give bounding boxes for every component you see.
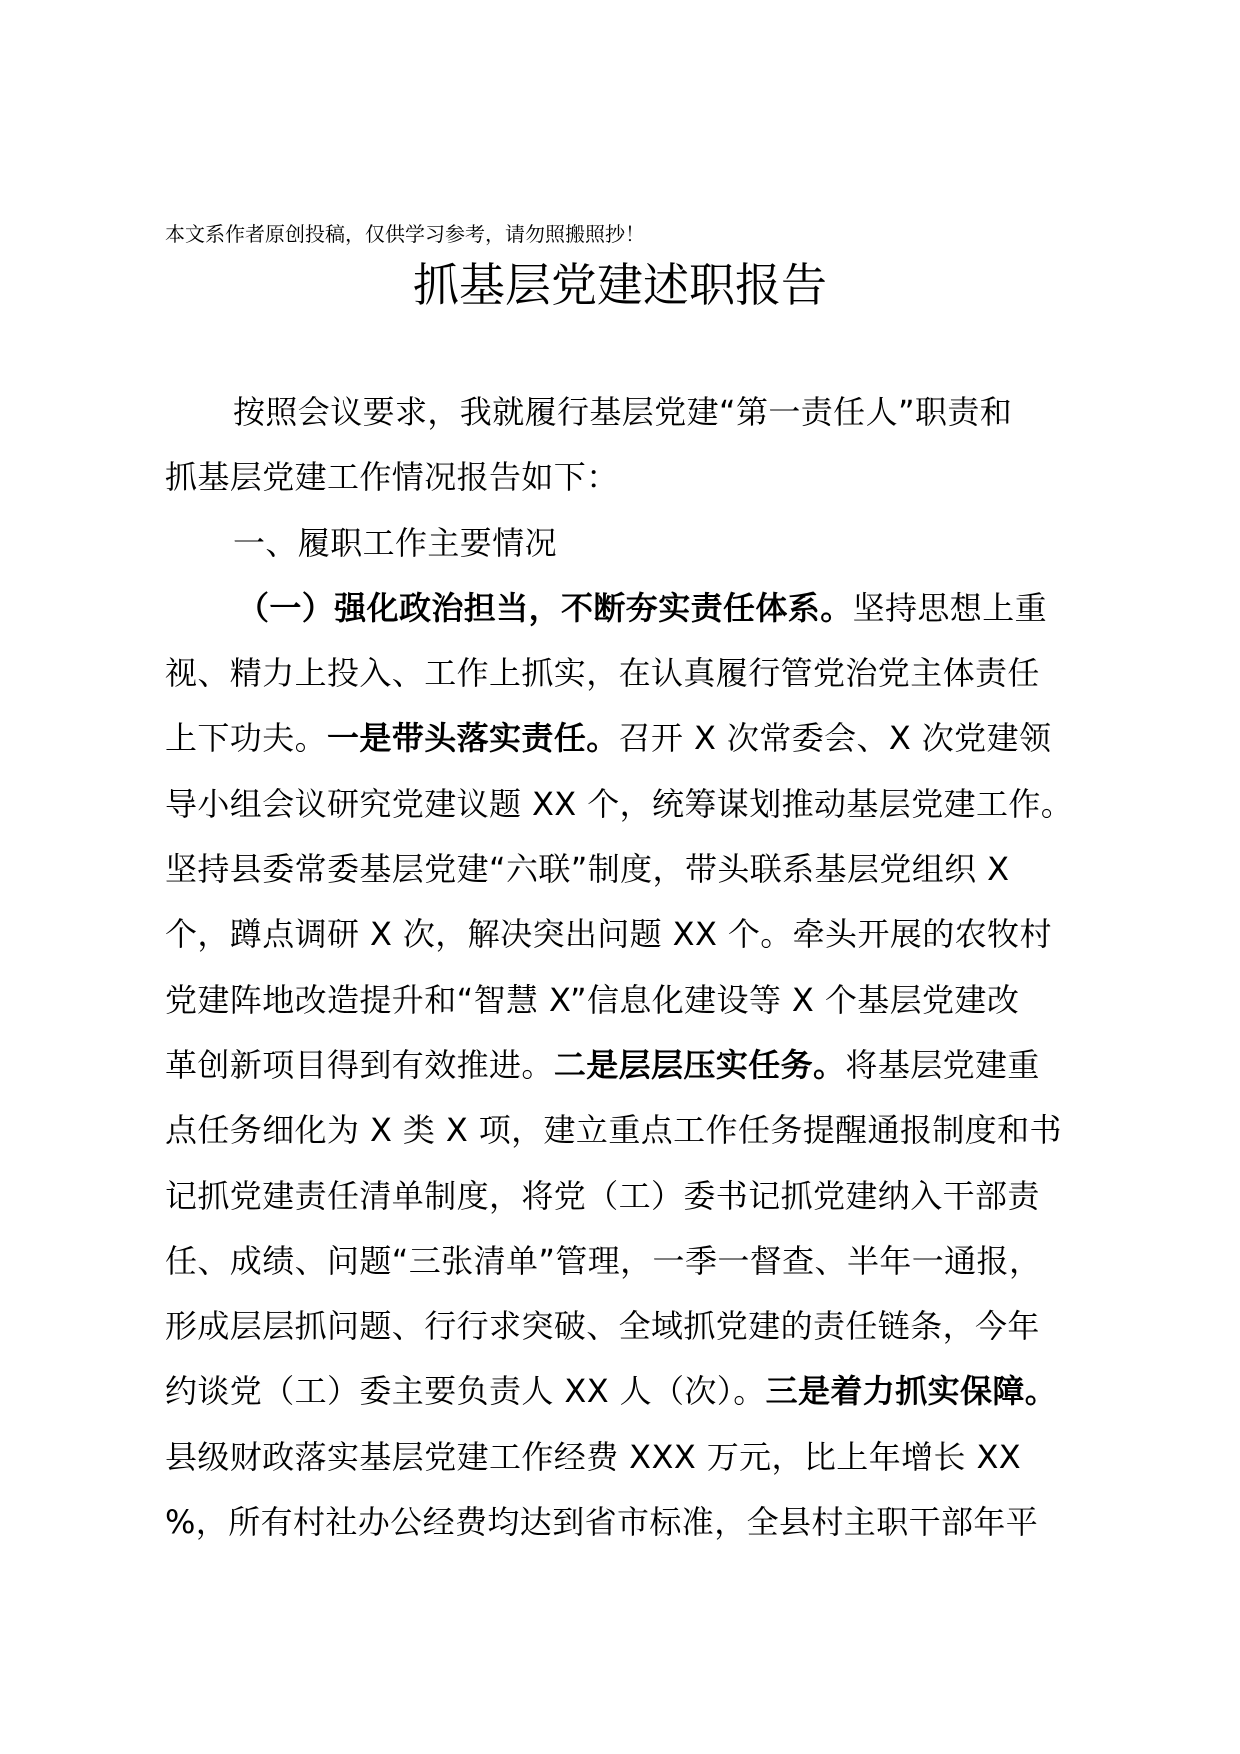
paragraph-line: %，所有村社办公经费均达到省市标准，全县村主职干部年平 <box>165 1503 1039 1542</box>
line-text: 约谈党（工）委主要负责人 XX 人（次）。 <box>165 1372 766 1411</box>
paragraph-line: 坚持县委常委基层党建“六联”制度，带头联系基层党组织 X <box>165 850 1010 889</box>
line-text: 革创新项目得到有效推进。 <box>165 1045 554 1084</box>
subsection-heading: （一）强化政治担当，不断夯实责任体系。 <box>237 588 853 627</box>
copyright-notice: 本文系作者原创投稿，仅供学习参考，请勿照搬照抄！ <box>165 222 645 246</box>
paragraph-line: 任、成绩、问题“三张清单”管理，一季一督查、半年一通报， <box>165 1241 1042 1280</box>
document-title: 抓基层党建述职报告 <box>413 258 827 312</box>
section-heading: 一、履职工作主要情况 <box>233 523 558 562</box>
paragraph-line <box>165 576 1085 641</box>
line-text: 上下功夫。 <box>165 719 328 758</box>
paragraph-line <box>165 1033 1085 1098</box>
paragraph-line: 按照会议要求，我就履行基层党建“第一责任人”职责和 <box>233 393 1013 431</box>
paragraph-line: 个，蹲点调研 X 次，解决突出问题 XX 个。牵头开展的农牧村 <box>165 915 1052 954</box>
line-text: 召开 X 次常委会、X 次党建领 <box>618 719 1052 758</box>
paragraph-line: 视、精力上投入、工作上抓实，在认真履行管党治党主体责任 <box>165 654 1040 693</box>
paragraph-line <box>165 706 1085 771</box>
bold-point: 一是带头落实责任。 <box>327 719 619 758</box>
paragraph-line: 导小组会议研究党建议题 XX 个，统筹谋划推动基层党建工作。 <box>165 784 1074 823</box>
paragraph-line: 形成层层抓问题、行行求突破、全域抓党建的责任链条，今年 <box>165 1307 1040 1346</box>
bold-point: 二是层层压实任务。 <box>553 1045 846 1084</box>
line-text: 将基层党建重 <box>845 1045 1040 1084</box>
paragraph-line: 抓基层党建工作情况报告如下： <box>165 458 619 497</box>
bold-point: 三是着力抓实保障。 <box>765 1372 1058 1411</box>
paragraph-line: 县级财政落实基层党建工作经费 XXX 万元，比上年增长 XX <box>165 1437 1022 1476</box>
paragraph-line: 点任务细化为 X 类 X 项，建立重点工作任务提醒通报制度和书 <box>165 1111 1062 1150</box>
paragraph-line: 记抓党建责任清单制度，将党（工）委书记抓党建纳入干部责 <box>165 1176 1040 1215</box>
line-text: 坚持思想上重 <box>852 588 1048 627</box>
paragraph-line: 党建阵地改造提升和“智慧 X”信息化建设等 X 个基层党建改 <box>165 980 1020 1019</box>
paragraph-line <box>165 1359 1085 1424</box>
document-body <box>165 380 1085 1555</box>
